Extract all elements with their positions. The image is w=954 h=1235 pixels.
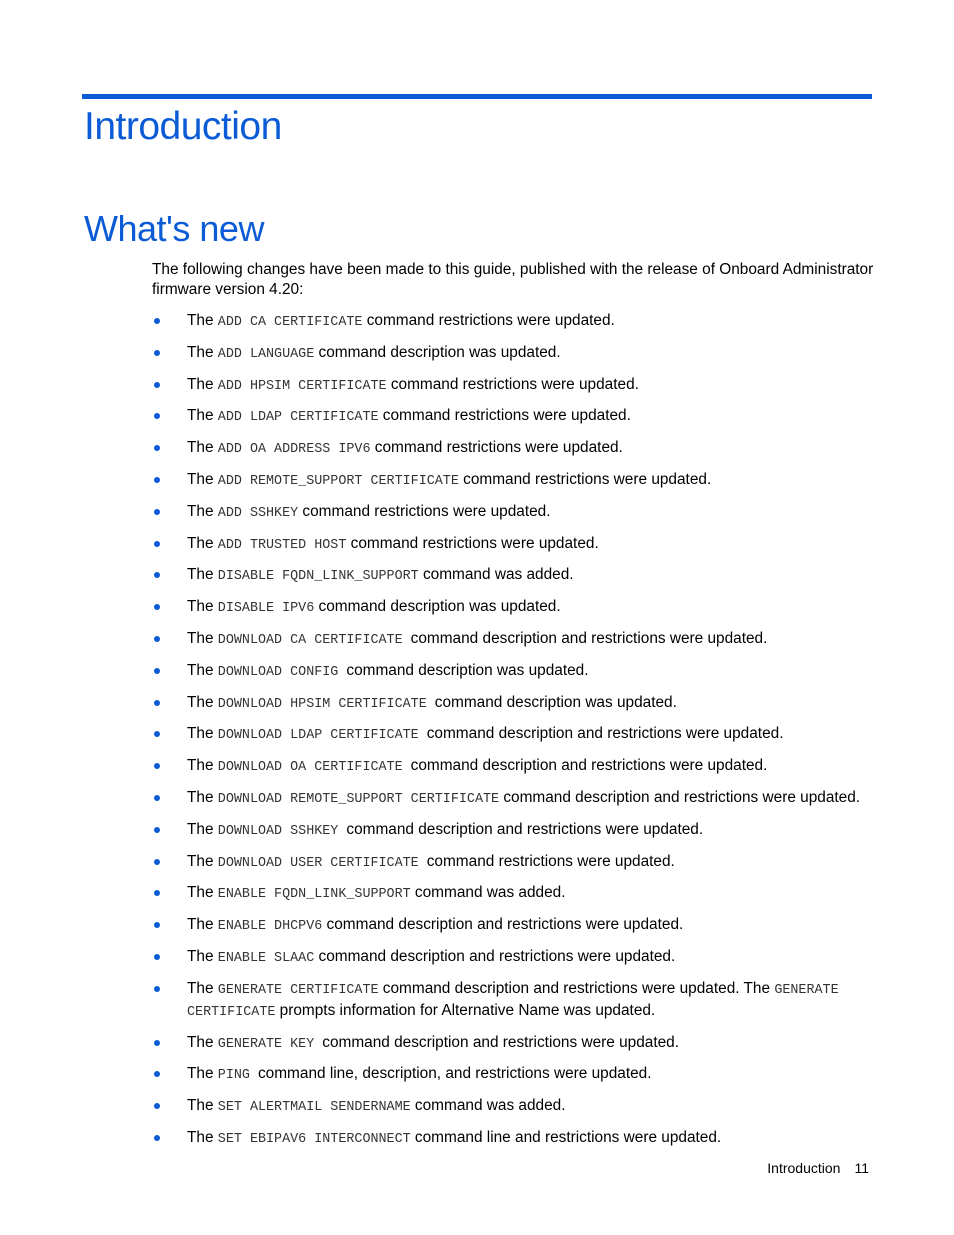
item-text: The	[187, 757, 218, 775]
item-text: The	[187, 470, 218, 488]
command-name: ADD OA ADDRESS IPV6	[217, 442, 371, 458]
item-text: command was added.	[410, 884, 566, 902]
bullet-icon	[154, 477, 160, 483]
bullet-icon	[154, 890, 160, 896]
command-name: DOWNLOAD REMOTE_SUPPORT CERTIFICATE	[217, 791, 500, 807]
page-number: 11	[854, 1160, 869, 1176]
bullet-icon	[154, 413, 160, 419]
list-item	[152, 788, 874, 810]
bullet-icon	[154, 922, 160, 928]
item-text: The	[187, 852, 218, 870]
list-item	[152, 852, 874, 874]
item-text: The	[187, 947, 218, 965]
list-item	[152, 375, 874, 397]
item-text: command restrictions were updated.	[386, 375, 639, 393]
bullet-icon	[154, 700, 160, 706]
bullet-icon	[154, 1040, 160, 1046]
list-item	[152, 1096, 874, 1118]
bullet-icon	[154, 1071, 160, 1077]
bullet-icon	[154, 318, 160, 324]
command-name: ADD CA CERTIFICATE	[217, 315, 363, 330]
chapter-rule	[82, 94, 872, 99]
list-item	[152, 311, 874, 333]
item-text: The	[187, 725, 218, 743]
bullet-icon	[154, 731, 160, 737]
command-name: ADD HPSIM CERTIFICATE	[217, 378, 387, 394]
item-text: The	[187, 629, 218, 647]
item-text: command was added.	[418, 566, 574, 584]
bullet-icon	[154, 509, 160, 515]
list-item	[152, 629, 874, 651]
item-text: command restrictions were updated.	[426, 852, 675, 870]
bullet-icon	[154, 859, 160, 865]
list-item	[152, 820, 874, 842]
list-item	[152, 597, 874, 619]
item-text: The	[187, 343, 218, 361]
item-text: command description was updated.	[314, 343, 561, 361]
item-text: command restrictions were updated.	[346, 534, 599, 552]
command-name: GENERATE CERTIFICATE	[217, 982, 379, 998]
item-text: command description and restrictions were updated.	[322, 916, 684, 934]
command-name: ADD SSHKEY	[217, 505, 299, 521]
change-list	[152, 311, 874, 1160]
item-text: The	[187, 312, 218, 329]
list-item	[152, 661, 874, 683]
command-name: DOWNLOAD SSHKEY	[217, 823, 347, 839]
bullet-icon	[154, 572, 160, 578]
item-text: The	[187, 1128, 218, 1146]
command-name: ADD REMOTE_SUPPORT CERTIFICATE	[217, 473, 459, 489]
list-item	[152, 502, 874, 524]
bullet-icon	[154, 1135, 160, 1141]
item-text: command description and restrictions were updated.	[499, 788, 861, 806]
command-name: ADD TRUSTED HOST	[217, 537, 347, 553]
list-item	[152, 1033, 874, 1055]
list-item	[152, 756, 874, 778]
bullet-icon	[154, 604, 160, 610]
item-text: command restrictions were updated.	[298, 502, 551, 520]
command-name: ADD LANGUAGE	[217, 346, 315, 362]
command-name: DOWNLOAD OA CERTIFICATE	[217, 760, 411, 776]
item-text: command description and restrictions were updated.	[322, 1033, 680, 1051]
bullet-icon	[154, 350, 160, 356]
list-item	[152, 883, 874, 905]
item-text: The	[187, 820, 218, 838]
item-text: The	[187, 439, 218, 457]
item-text: The	[187, 534, 218, 552]
command-name: DOWNLOAD CA CERTIFICATE	[217, 632, 411, 648]
bullet-icon	[154, 382, 160, 388]
item-text: The	[187, 916, 218, 934]
item-text: The	[187, 979, 218, 997]
list-item	[152, 438, 874, 460]
item-text: command description was updated.	[434, 693, 677, 711]
item-text: The	[187, 502, 218, 520]
list-item	[152, 947, 874, 969]
footer-section-label: Introduction	[767, 1160, 841, 1176]
item-text: The	[187, 375, 218, 393]
item-text: command line and restrictions were updated.	[410, 1128, 722, 1146]
item-text: command restrictions were updated.	[370, 439, 623, 457]
item-text: The	[187, 661, 218, 679]
item-text: command description and restrictions were updated.	[410, 629, 768, 647]
item-text: The	[187, 1033, 218, 1051]
section-title: What's new	[84, 208, 264, 249]
list-item	[152, 470, 874, 492]
command-name: SET ALERTMAIL SENDERNAME	[217, 1100, 411, 1116]
item-text: The	[187, 1065, 218, 1083]
bullet-icon	[154, 636, 160, 642]
item-text: command description and restrictions were updated.	[346, 820, 704, 838]
bullet-icon	[154, 1103, 160, 1109]
list-item	[152, 724, 874, 746]
command-name: ENABLE FQDN_LINK_SUPPORT	[217, 887, 411, 903]
list-item	[152, 406, 874, 428]
command-name: DOWNLOAD CONFIG	[217, 664, 347, 680]
item-text: command description and restrictions were updated.	[426, 725, 784, 743]
bullet-icon	[154, 827, 160, 833]
command-name: ADD LDAP CERTIFICATE	[217, 410, 379, 426]
intro-paragraph: The following changes have been made to this guide, published with the release of Onboard Administrator firmware version 4.20:	[152, 261, 874, 298]
list-item	[152, 565, 874, 587]
item-text: The	[187, 693, 218, 711]
item-text: command description and restrictions were updated.	[410, 757, 768, 775]
chapter-title: Introduction	[84, 105, 282, 148]
bullet-icon	[154, 954, 160, 960]
bullet-icon	[154, 795, 160, 801]
item-text: command description and restrictions were updated. The	[378, 979, 775, 997]
item-text: command restrictions were updated.	[378, 407, 631, 425]
item-text: command restrictions were updated.	[458, 470, 712, 488]
command-name: DOWNLOAD HPSIM CERTIFICATE	[217, 696, 435, 712]
list-item	[152, 343, 874, 365]
bullet-icon	[154, 986, 160, 992]
bullet-icon	[154, 541, 160, 547]
list-item	[152, 1064, 874, 1086]
item-text: command line, description, and restrictions were updated.	[257, 1065, 652, 1083]
item-text: command description was updated.	[346, 661, 589, 679]
item-text: command description was updated.	[314, 598, 561, 616]
list-item	[152, 693, 874, 715]
item-text: The	[187, 566, 218, 584]
item-text: The	[187, 884, 218, 902]
command-name: DISABLE FQDN_LINK_SUPPORT	[217, 569, 419, 585]
bullet-icon	[154, 763, 160, 769]
item-text: The	[187, 1097, 218, 1115]
item-text: The	[187, 407, 218, 425]
list-item	[152, 534, 874, 556]
item-text: command restrictions were updated.	[362, 312, 615, 329]
command-name: DISABLE IPV6	[217, 601, 315, 617]
command-name: SET EBIPAV6 INTERCONNECT	[217, 1131, 411, 1147]
item-text: prompts information for Alternative Name was updated.	[275, 1001, 656, 1019]
command-name: DOWNLOAD LDAP CERTIFICATE	[217, 728, 427, 744]
list-item	[152, 979, 874, 1023]
list-item	[152, 915, 874, 937]
page-footer	[767, 1158, 869, 1178]
command-name: GENERATE KEY	[217, 1036, 323, 1052]
command-name: DOWNLOAD USER CERTIFICATE	[217, 855, 427, 871]
list-item	[152, 1128, 874, 1150]
command-name: ENABLE DHCPV6	[217, 919, 323, 935]
item-text: The	[187, 598, 218, 616]
command-name: ENABLE SLAAC	[217, 950, 315, 966]
command-name: GENERATE CERTIFICATE	[187, 982, 839, 1020]
item-text: command description and restrictions were updated.	[314, 947, 676, 965]
bullet-icon	[154, 668, 160, 674]
bullet-icon	[154, 445, 160, 451]
command-name: PING	[217, 1068, 258, 1084]
item-text: command was added.	[410, 1097, 566, 1115]
item-text: The	[187, 788, 218, 806]
